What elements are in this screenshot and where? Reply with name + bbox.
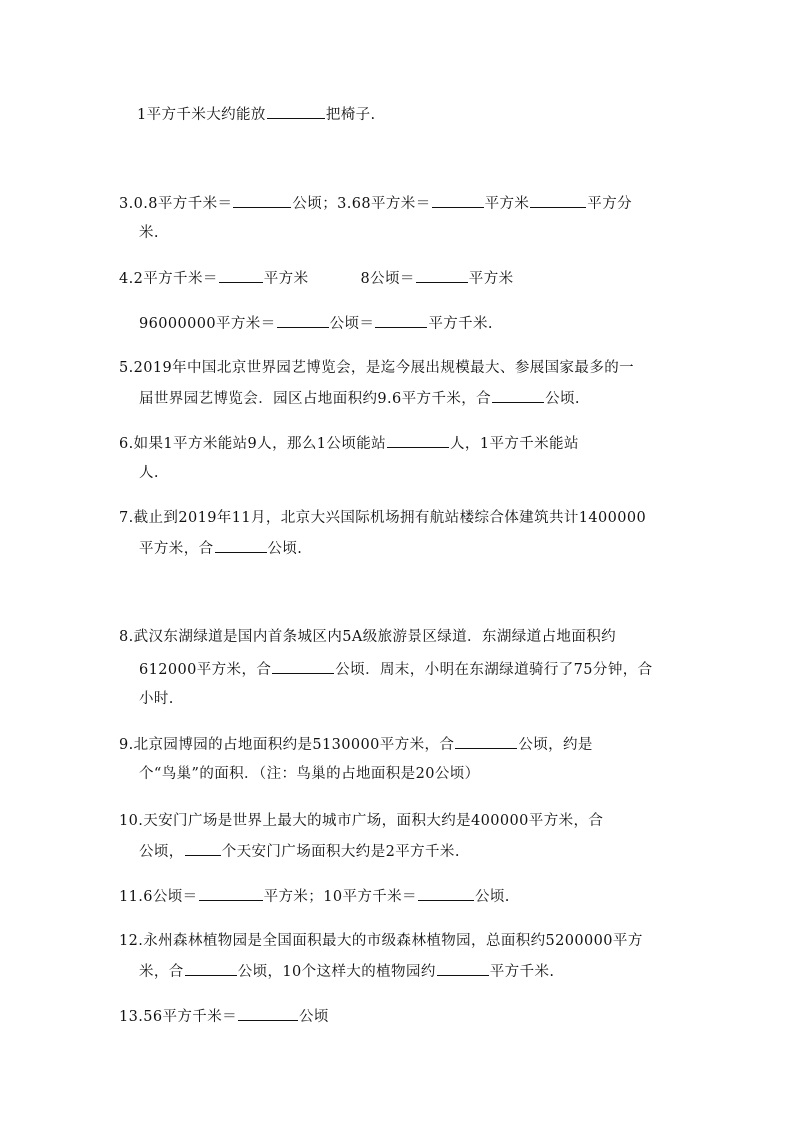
answer-blank[interactable] bbox=[185, 841, 221, 856]
question-6-line-1 bbox=[119, 433, 579, 454]
question-4-line-2 bbox=[139, 313, 493, 334]
text: 平方米 bbox=[468, 271, 514, 287]
question-12-line-1 bbox=[119, 931, 643, 951]
text: 平方米 bbox=[263, 271, 309, 287]
text: 公顷；3.68平方米＝ bbox=[292, 196, 431, 212]
text: 平方米；10平方千米＝ bbox=[263, 889, 417, 905]
answer-blank[interactable] bbox=[416, 268, 468, 283]
text: 10.天安门广场是世界上最大的城市广场，面积大约是400000平方米，合 bbox=[119, 813, 604, 829]
question-4-line-1 bbox=[119, 268, 514, 289]
text: 公顷．周末，小明在东湖绿道骑行了75分钟，合 bbox=[335, 662, 653, 678]
text: 6.如果1平方米能站9人，那么1公顷能站 bbox=[119, 436, 387, 452]
text: 公顷，10个这样大的植物园约 bbox=[237, 964, 436, 980]
answer-blank[interactable] bbox=[418, 886, 474, 901]
text: 平方米 bbox=[484, 196, 530, 212]
text: 公顷，约是 bbox=[518, 737, 593, 753]
answer-blank[interactable] bbox=[432, 193, 484, 208]
text: 公顷. bbox=[545, 391, 580, 407]
question-7-line-1 bbox=[119, 508, 646, 528]
text: 人，1平方千米能站 bbox=[450, 436, 579, 452]
question-8-line-2 bbox=[139, 659, 653, 680]
answer-blank[interactable] bbox=[455, 734, 517, 749]
text: 平方分 bbox=[587, 196, 632, 212]
text: 13.56平方千米＝ bbox=[119, 1009, 238, 1025]
answer-blank[interactable] bbox=[233, 193, 291, 208]
answer-blank[interactable] bbox=[199, 886, 263, 901]
text: 公顷， bbox=[139, 844, 184, 860]
text: 平方千米. bbox=[428, 316, 493, 332]
answer-blank[interactable] bbox=[492, 388, 544, 403]
text: 公顷. bbox=[267, 541, 303, 557]
text: 个天安门广场面积大约是2平方千米. bbox=[221, 844, 460, 860]
answer-blank[interactable] bbox=[437, 961, 489, 976]
text: 8公顷＝ bbox=[360, 271, 415, 287]
text: 5.2019年中国北京世界园艺博览会，是迄今展出规模最大、参展国家最多的一 bbox=[119, 360, 635, 376]
text: 公顷 bbox=[299, 1009, 329, 1025]
question-7-line-2 bbox=[139, 538, 302, 559]
text: 7.截止到2019年11月，北京大兴国际机场拥有航站楼综合体建筑共计1400000 bbox=[119, 510, 647, 526]
question-12-line-2 bbox=[139, 961, 554, 982]
text: 平方米，合 bbox=[139, 541, 214, 557]
question-2-line-1 bbox=[137, 104, 376, 125]
question-8-line-3 bbox=[139, 689, 174, 709]
question-10-line-1 bbox=[119, 811, 603, 831]
text: 9.北京园博园的占地面积约是5130000平方米，合 bbox=[119, 737, 455, 753]
text: 把椅子. bbox=[325, 107, 376, 123]
answer-blank[interactable] bbox=[387, 433, 449, 448]
text: 8.武汉东湖绿道是国内首条城区内5A级旅游景区绿道．东湖绿道占地面积约 bbox=[119, 629, 617, 645]
answer-blank[interactable] bbox=[185, 961, 237, 976]
answer-blank[interactable] bbox=[267, 104, 325, 119]
question-8-line-1 bbox=[119, 627, 616, 647]
text: 公顷. bbox=[474, 889, 510, 905]
answer-blank[interactable] bbox=[375, 313, 427, 328]
question-3-line-1 bbox=[119, 193, 632, 214]
text: 4.2平方千米＝ bbox=[119, 271, 218, 287]
answer-blank[interactable] bbox=[530, 193, 586, 208]
text: 米，合 bbox=[139, 964, 184, 980]
text: 届世界园艺博览会．园区占地面积约9.6平方千米，合 bbox=[139, 391, 492, 407]
question-9-line-2 bbox=[139, 764, 480, 784]
question-13-line-1 bbox=[119, 1006, 329, 1027]
text: 公顷＝ bbox=[329, 316, 375, 332]
question-11-line-1 bbox=[119, 886, 510, 907]
text: 12.永州森林植物园是全国面积最大的市级森林植物园，总面积约5200000平方 bbox=[119, 933, 643, 949]
question-5-line-2 bbox=[139, 388, 580, 409]
answer-blank[interactable] bbox=[215, 538, 267, 553]
text: 个“鸟巢”的面积．（注：鸟巢的占地面积是20公顷） bbox=[139, 766, 480, 782]
question-6-line-2 bbox=[139, 463, 159, 483]
question-9-line-1 bbox=[119, 734, 593, 755]
text: 3.0.8平方千米＝ bbox=[119, 196, 233, 212]
question-3-line-2 bbox=[139, 223, 159, 243]
answer-blank[interactable] bbox=[238, 1006, 298, 1021]
text: 人. bbox=[139, 465, 159, 481]
text: 米. bbox=[139, 225, 159, 241]
question-10-line-2 bbox=[139, 841, 460, 862]
question-5-line-1 bbox=[119, 358, 634, 378]
answer-blank[interactable] bbox=[219, 268, 263, 283]
text: 平方千米. bbox=[489, 964, 555, 980]
text: 1平方千米大约能放 bbox=[137, 107, 266, 123]
text: 96000000平方米＝ bbox=[139, 316, 276, 332]
text: 11.6公顷＝ bbox=[119, 889, 198, 905]
text: 612000平方米，合 bbox=[139, 662, 272, 678]
answer-blank[interactable] bbox=[277, 313, 329, 328]
text: 小时. bbox=[139, 691, 174, 707]
answer-blank[interactable] bbox=[272, 659, 334, 674]
